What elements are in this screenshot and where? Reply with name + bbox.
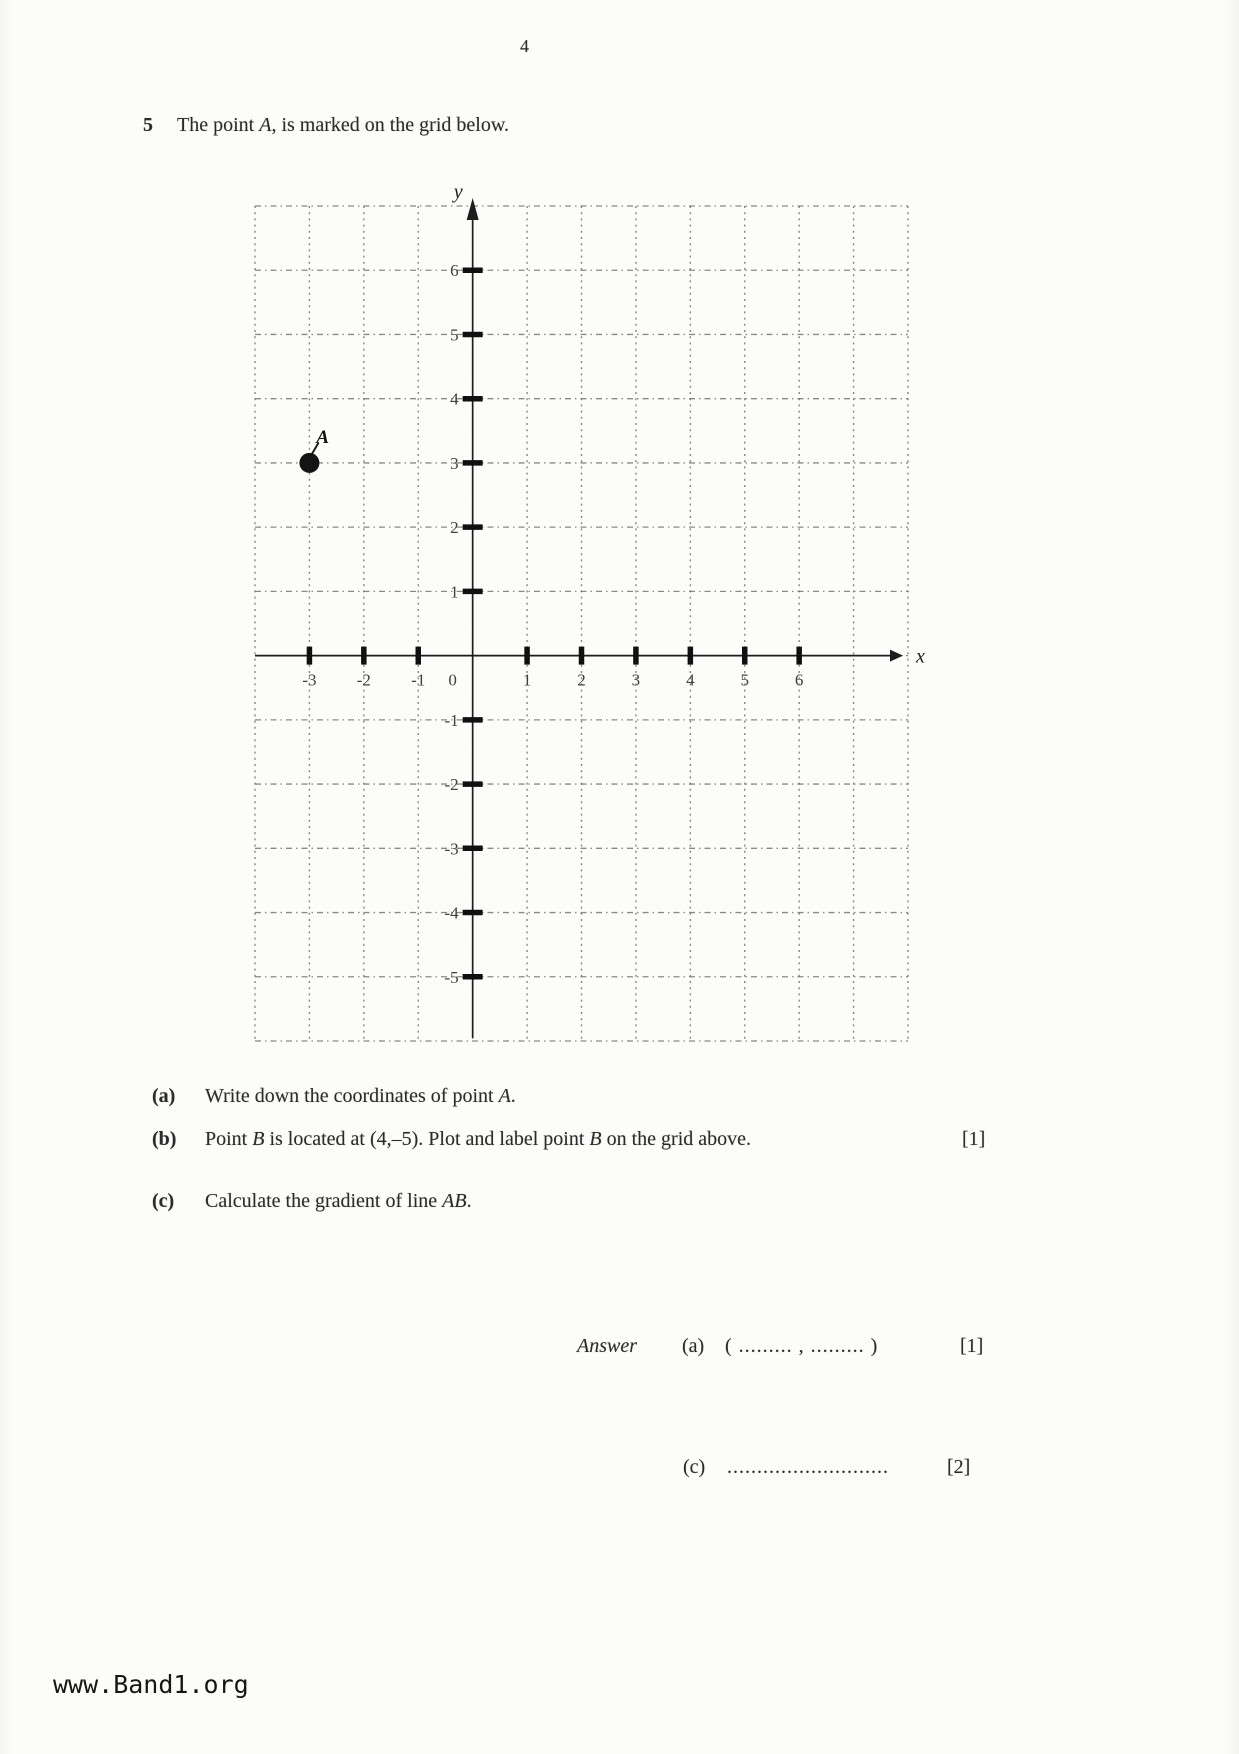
- page-number: 4: [520, 36, 529, 56]
- part-label: (a): [152, 1085, 176, 1107]
- question-part-a: [152, 1085, 1092, 1115]
- y-tick-label: -2: [444, 775, 459, 795]
- y-tick-label: 2: [450, 518, 459, 538]
- y-tick-label: -5: [444, 967, 459, 987]
- answer-part-label: (a): [682, 1335, 705, 1357]
- x-tick-label: 4: [686, 670, 695, 690]
- answer-word: Answer: [577, 1335, 637, 1357]
- question-number: 5: [143, 114, 153, 136]
- y-tick-label: -3: [444, 839, 459, 859]
- coordinate-grid: [250, 178, 950, 1058]
- point-A-label: A: [316, 426, 330, 448]
- y-tick-label: -1: [444, 710, 459, 730]
- part-label: (c): [152, 1190, 175, 1212]
- origin-label: 0: [448, 670, 457, 690]
- answer-blank-coordinates: ( ......... , ......... ): [725, 1335, 879, 1357]
- part-marks: [1]: [962, 1128, 986, 1150]
- x-tick-label: -1: [411, 670, 426, 690]
- y-tick-label: 1: [450, 582, 459, 602]
- x-tick-label: 2: [577, 670, 586, 690]
- answer-marks: [1]: [960, 1335, 984, 1357]
- answer-part-label: (c): [683, 1456, 706, 1478]
- question-header: [143, 114, 509, 137]
- x-tick-label: 1: [522, 670, 532, 690]
- question-part-c: [152, 1190, 1092, 1220]
- y-tick-label: 5: [450, 325, 459, 345]
- answer-marks: [2]: [947, 1456, 971, 1478]
- x-tick-label: 3: [631, 670, 641, 690]
- y-axis-label: y: [453, 181, 463, 203]
- x-tick-label: 5: [740, 670, 749, 690]
- answer-line-a: [577, 1335, 1057, 1367]
- part-text: Point B is located at (4,–5). Plot and label point B on the grid above.: [205, 1128, 752, 1150]
- part-label: (b): [152, 1128, 177, 1150]
- question-part-b: [152, 1128, 1092, 1158]
- x-tick-label: 6: [794, 670, 804, 690]
- part-text: Write down the coordinates of point A.: [205, 1085, 516, 1107]
- point-A-dot: [299, 453, 319, 473]
- question-intro: The point A, is marked on the grid below.: [177, 114, 509, 136]
- part-text: Calculate the gradient of line AB.: [205, 1190, 472, 1212]
- y-axis-arrow: [467, 198, 479, 220]
- x-axis-arrow: [890, 650, 903, 662]
- y-tick-label: 4: [450, 389, 459, 409]
- answer-blank-gradient: ...........................: [727, 1456, 889, 1478]
- watermark-url: www.Band1.org: [53, 1670, 249, 1699]
- y-tick-label: -4: [444, 903, 459, 923]
- x-tick-label: -3: [302, 670, 317, 690]
- x-axis-label: x: [916, 645, 925, 668]
- answer-line-c: [577, 1456, 1057, 1488]
- x-tick-label: -2: [356, 670, 371, 690]
- y-tick-label: 3: [450, 453, 459, 473]
- y-tick-label: 6: [450, 261, 459, 281]
